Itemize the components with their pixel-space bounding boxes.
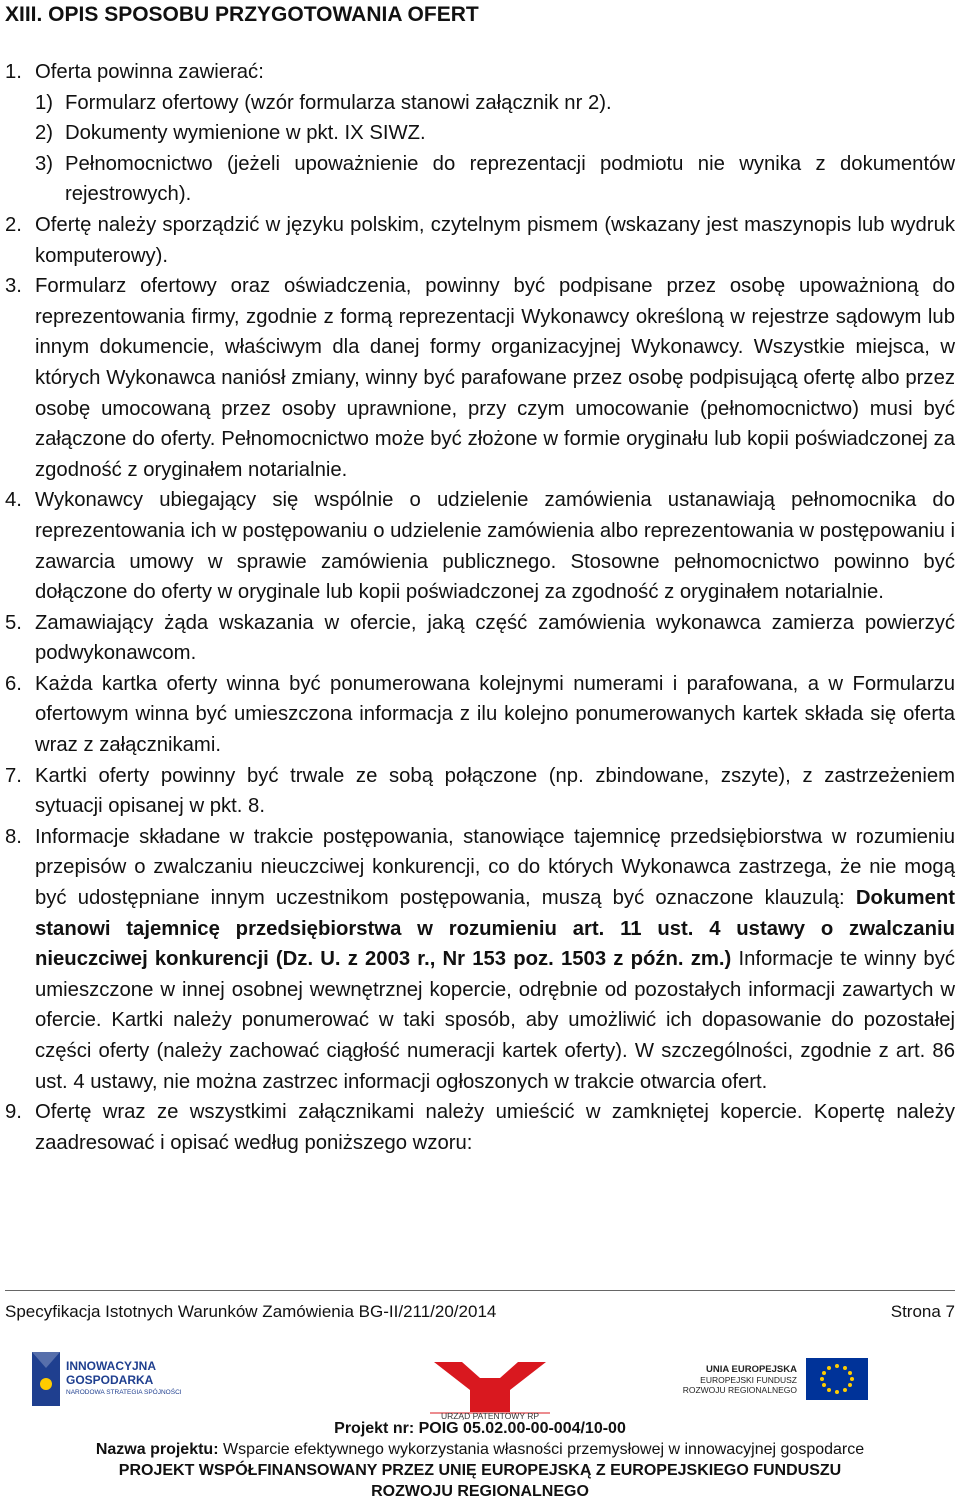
logo-text: GOSPODARKA [66,1373,154,1387]
list-item [5,57,955,88]
footer-document-title: Specyfikacja Istotnych Warunków Zamówienia BG-II/211/20/2014 [5,1302,497,1321]
item-text: Dokumenty wymienione w pkt. IX SIWZ. [65,122,426,145]
logo-text: INNOWACYJNA [66,1359,157,1373]
item-text: Oferta powinna zawierać: [35,61,264,83]
item-number: 2) [35,122,54,145]
innowacyjna-gospodarka-logo [32,1352,182,1406]
eu-logo [683,1358,868,1400]
list-item [5,761,955,822]
item-number: 1. [5,61,22,83]
logos-bar [0,1340,960,1420]
project-name-label: Nazwa projektu: [95,1441,219,1458]
item-number: 4. [5,489,22,512]
list-item [5,271,955,485]
section-heading: XIII. OPIS SPOSOBU PRZYGOTOWANIA OFERT [5,3,479,26]
project-name-value: Wsparcie efektywnego wykorzystania własności przemysłowej w innowacyjnej gospodarce [218,1441,865,1458]
item-text-part: Informacje składane w trakcie postępowania, stanowiące tajemnicę przedsiębiorstwa w rozumieniu przepisów o zwalczaniu nieuczciwej konkurencji, co do których Wykonawca zastrzega, że nie mogą być udostępniane innym uczestnikom postępowania, muszą być oznaczone klauzulą: [35,825,955,910]
item-text: Wykonawcy ubiegający się wspólnie o udzielenie zamówienia ustanawiają pełnomocnika do reprezentowania ich w postępowaniu o udzielenie zamówienia albo reprezentowania w postępowaniu i zawarcia umowy w sprawie zamówienia publicznego. Stosowne pełnomocnictwo powinno być dołączone do oferty w oryginale lub kopii poświadczonej za zgodność z oryginałem notarialnie. [35,489,955,604]
item-text: Każda kartka oferty winna być ponumerowana kolejnymi numerami i parafowana, a w Formularzu ofertowym winna być umieszczona informacja z ilu kolejno ponumerowanych kartek składa się oferta wraz z załącznikami. [35,672,955,757]
sub-list-item [5,88,955,119]
sub-list-item [5,118,955,149]
urzad-patentowy-logo [430,1362,550,1420]
item-number: 2. [5,213,22,236]
logo-text: UNIA EUROPEJSKA [706,1364,797,1375]
item-text: Formularz ofertowy (wzór formularza stanowi załącznik nr 2). [65,91,612,114]
cofinancing-line: ROZWOJU REGIONALNEGO [371,1483,589,1500]
item-text: Formularz ofertowy oraz oświadczenia, powinny być podpisane przez osobę upoważnioną do reprezentowania firmy, zgodnie z formą reprezentacji Wykonawcy określoną w rejestrze sądowym lub innym dokumencie, właściwym dla danej formy organizacyjnej Wykonawcy. Wszystkie miejsca, w których Wykonawca naniósł zmiany, winny być parafowane przez osobę podpisującą ofertę albo przez osobę umocowaną przez osoby uprawnione, przy czym umocowanie (pełnomocnictwo) musi być załączone do oferty. Pełnomocnictwo może być złożone w formie oryginału lub kopii poświadczonej za zgodność z oryginałem notarialnie. [35,275,955,481]
list-item [5,485,955,607]
logo-text: URZĄD PATENTOWY RP [440,1411,540,1420]
item-number: 9. [5,1101,22,1124]
confidentiality-clause: Dokument stanowi tajemnicę przedsiębiorstwa w rozumieniu art. 11 ust. 4 ustawy o zwalczaniu nieuczciwej konkurencji (Dz. U. z 2003 r., Nr 153 poz. 1503 z późn. zm.) [35,887,955,971]
project-number: Projekt nr: POIG 05.02.00-00-004/10-00 [334,1420,626,1437]
item-number: 7. [5,764,22,787]
logo-text: EUROPEJSKI FUNDUSZ [700,1375,797,1385]
item-text [35,822,955,1097]
item-number: 3) [35,152,54,175]
project-name [0,1439,960,1460]
list-item [5,822,955,1097]
item-text: Pełnomocnictwo (jeżeli upoważnienie do reprezentacji podmiotu nie wynika z dokumentów rejestrowych). [65,152,955,206]
item-number: 5. [5,611,22,634]
item-number: 1) [35,91,54,114]
list-item [5,669,955,761]
item-number: 6. [5,672,22,695]
sub-list-item [5,149,955,210]
item-text-part: Informacje te winny być umieszczone w innej osobnej wewnętrznej kopercie, odrębnie od pozostałych informacji zawartych w ofercie. Kartki należy ponumerować w taki sposób, aby umożliwić ich dopasowanie do pozostałej części oferty (należy zachować ciągłość numeracji kartek oferty). W szczególności, zgodnie z art. 86 ust. 4 ustawy, nie można zastrzec informacji ogłoszonych w trakcie otwarcia ofert. [35,948,955,1093]
logo-text: NARODOWA STRATEGIA SPÓJNOŚCI [66,1389,182,1396]
item-number: 3. [5,275,22,298]
list-item [5,608,955,669]
cofinancing-line: PROJEKT WSPÓŁFINANSOWANY PRZEZ UNIĘ EUROPEJSKĄ Z EUROPEJSKIEGO FUNDUSZU [118,1462,842,1479]
document-body [5,57,955,1158]
item-text: Ofertę wraz ze wszystkimi załącznikami należy umieścić w zamkniętej kopercie. Kopertę należy zaadresować i opisać według poniższego wzoru: [35,1101,955,1154]
item-number: 8. [5,825,22,848]
project-info [0,1418,960,1502]
logo-text: ROZWOJU REGIONALNEGO [682,1385,797,1395]
list-item [5,210,955,271]
page-number: Strona 7 [890,1302,955,1321]
item-text: Zamawiający żąda wskazania w ofercie, jaką część zamówienia wykonawca zamierza powierzyć podwykonawcom. [35,611,955,665]
list-item [5,1097,955,1158]
item-text: Ofertę należy sporządzić w języku polskim, czytelnym pismem (wskazany jest maszynopis lub wydruk komputerowy). [35,213,955,267]
item-text: Kartki oferty powinny być trwale ze sobą połączone (np. zbindowane, zszyte), z zastrzeżeniem sytuacji opisanej w pkt. 8. [35,764,955,818]
footer-divider [5,1290,955,1291]
